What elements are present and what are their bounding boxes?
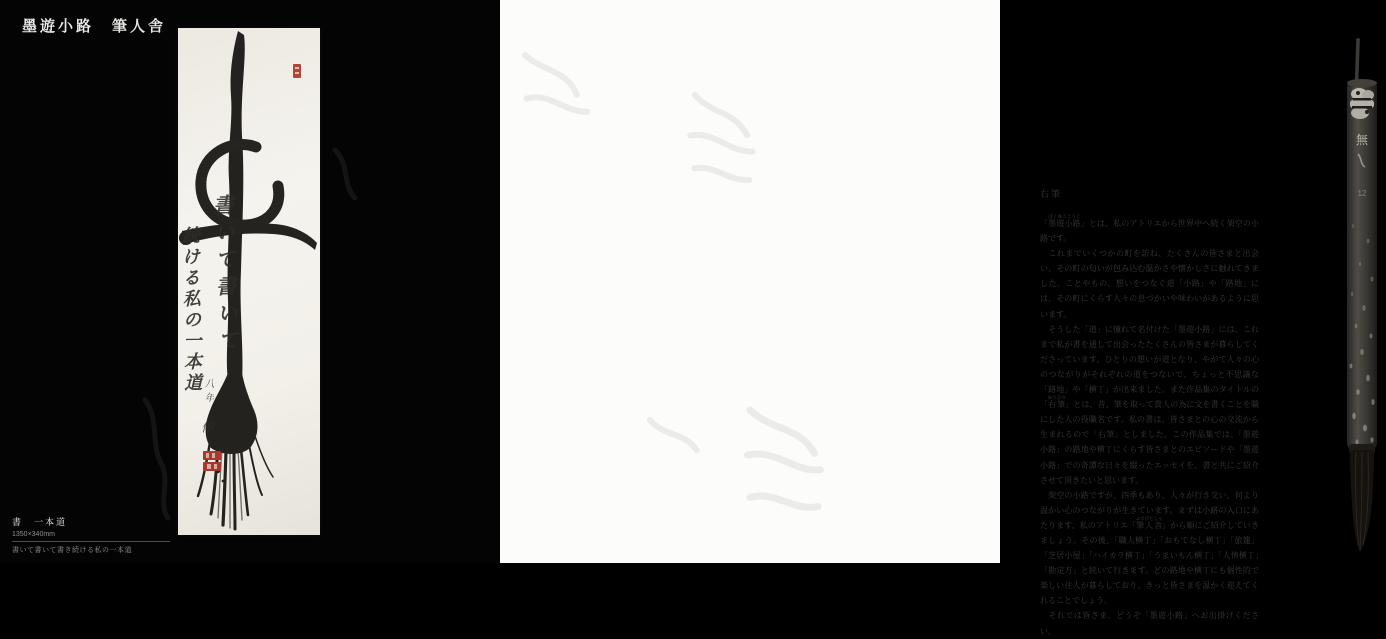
essay-paragraph: そうした「道」に憧れて名付けた「墨遊小路」には、これまで私が書を通して出会ったたくさんの皆さまが暮らしてくださっています。ひとりの想いが道となり、やがて人々の心のつながりがそれぞれの道をつないで、ちょっと不思議な「路地」や「横丁」が出来ました。また作品集のタイトルの「右筆ゆうひつ」とは、昔、筆を取って貴人の為に文を書くことを職にした人の役職名です。私の書は、皆さまとの心の交流から生まれるので「右筆」としました。この作品集では、「墨遊小路」の路地や横丁にくらす皆さまとのエピソードや「墨遊小路」での奇譚な日々を綴ったエッセイを、書と共にご紹介させて頂きたいと思います。 — [1040, 324, 1260, 485]
essay-paragraph: 架空の小路ですが、四季もあり、人々が行き交い、何より温かい心のつながりが生きています。まずは小路の入口にあたります、私のアトリエ「筆人舎ふでびとしゃ」から順にご紹介していきましょう。その後、「職人横丁」「おもてなし横丁」「旅籠」「芝居小屋」「ハイカラ横丁」「うまいもん横丁」「人情横丁」「勘定方」と続いて行きます。どの路地や横丁にも個性的で楽しい住人が暮らしており、きっと皆さまを温かく迎えてくれることでしょう。 — [1040, 490, 1260, 606]
essay-page — [500, 0, 1369, 636]
artwork-side-text-left: 続ける私の一本道 — [179, 225, 203, 395]
essay-paragraph: これまでいくつかの町を訪ね、たくさんの皆さまと出会い、その町の匂いが包み込む温かさや懐かしさに触れてきました。ことやもの、想いをつなぐ道「小路」や「路地」には、その町にくらす人々の息づかいや味わいがあるように思います。 — [1040, 249, 1259, 319]
calligraphy-brush-photo — [1338, 36, 1386, 558]
artwork-side-text-right: 書いて書いて — [210, 193, 240, 357]
brush-carving-mark: 12 — [1357, 189, 1367, 198]
essay-paragraph: それでは皆さま、どうぞ「墨遊小路」へお出掛けください。 — [1040, 611, 1259, 636]
artwork-caption — [12, 515, 202, 555]
calligraphy-artwork — [178, 28, 320, 535]
gallery-panel — [0, 0, 500, 563]
seal-top — [293, 64, 301, 78]
brush-hanging-stick — [1355, 38, 1360, 84]
caption-note: 書いて書いて書き続ける私の一本道 — [12, 546, 132, 554]
essay-paragraph: 「墨遊小路ぼくゆうこうじ」とは、私のアトリエから世界中へ続く架空の小路です。 — [1040, 214, 1260, 244]
essay — [1040, 187, 1259, 639]
page-title: 墨遊小路 筆人舎 — [22, 19, 167, 35]
artwork-signature-name: 停 — [199, 420, 214, 433]
essay-body — [1040, 214, 1259, 639]
caption-divider — [12, 541, 170, 542]
brush-carving-char: 無 — [1355, 133, 1369, 147]
page-watermark — [500, 0, 1000, 563]
caption-work-title: 書 一本道 — [12, 517, 68, 527]
artwork-signature-year: 八年 — [202, 378, 213, 406]
essay-heading: 右筆 — [1040, 189, 1063, 199]
caption-size: 1350×340mm — [12, 531, 56, 538]
